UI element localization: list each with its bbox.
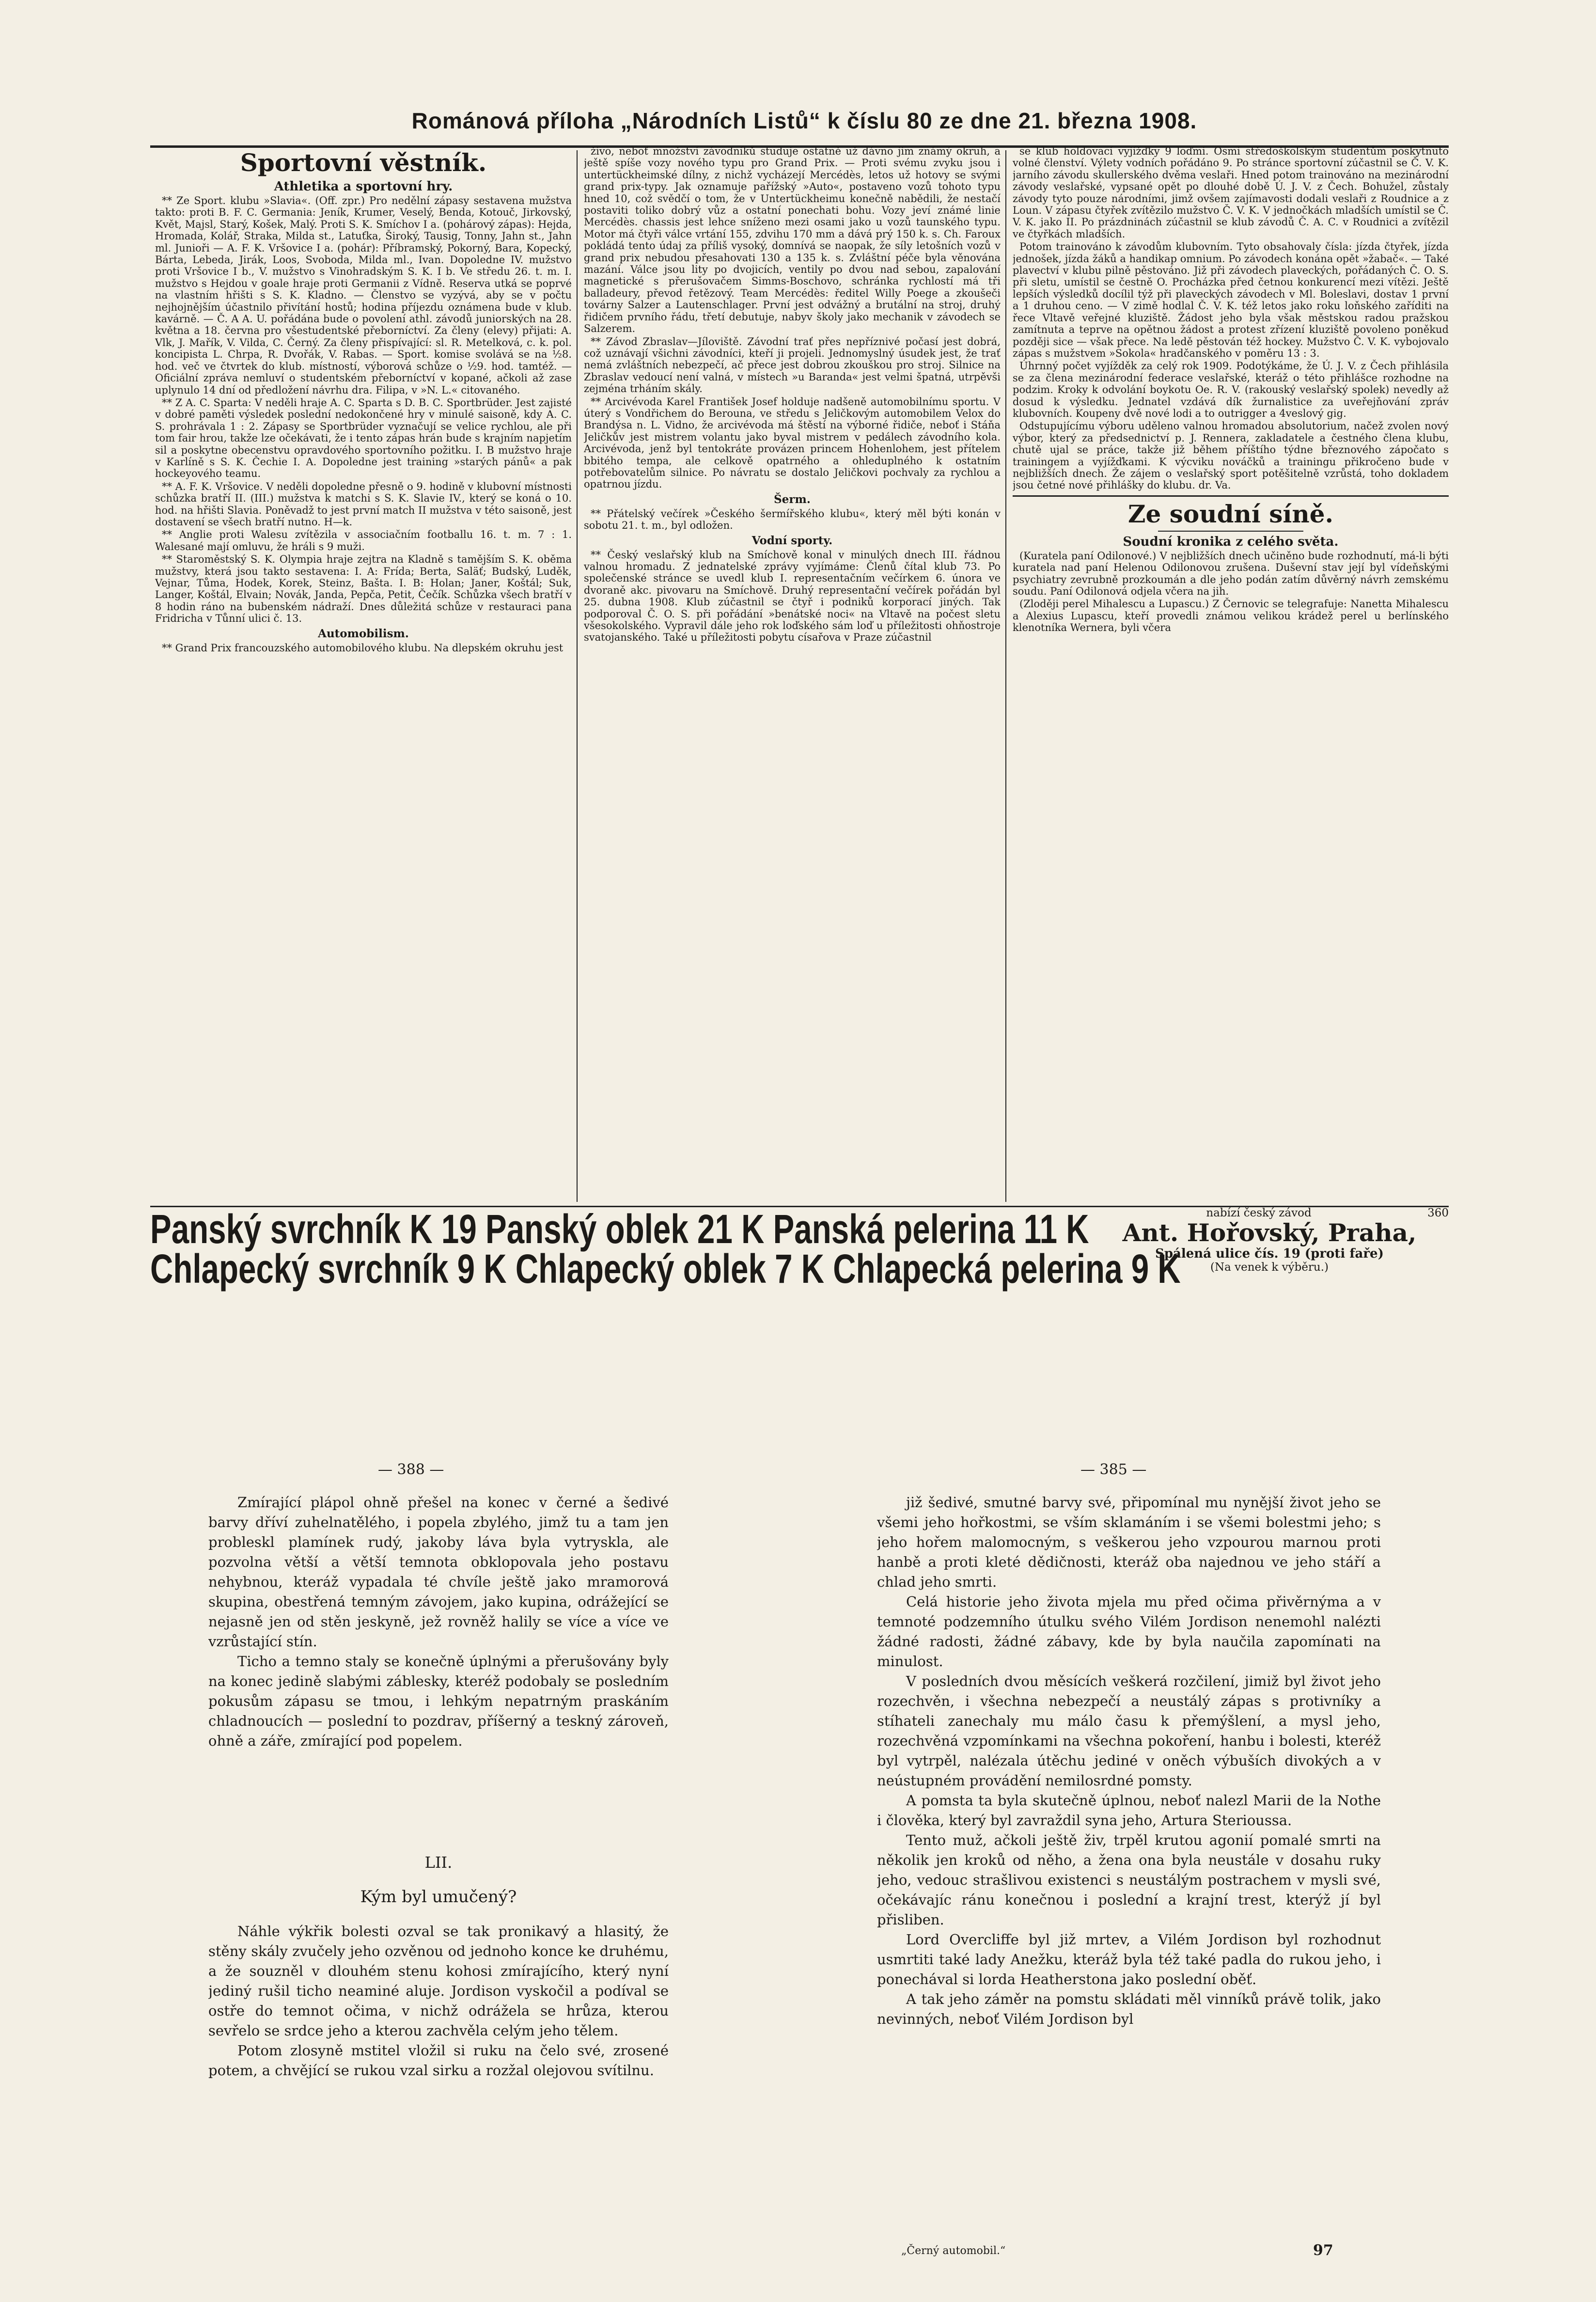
ad-number: 360 bbox=[1427, 1207, 1449, 1219]
novel-paragraph: Potom zlosyně mstitel vložil si ruku na čelo své, zrosené potem, a chvějící se rukou vzal sirku a rozžal olejovou svítilnu. bbox=[208, 2042, 669, 2079]
article-paragraph: ** A. F. K. Vršovice. V neděli dopoledne přesně o 9. hodině v klubovní místnosti schůzka bratří II. (III.) mužstva k matchi s S. K. Slavie IV., který se koná o 10. hod. na hřišti Slavia. Poněvadž to jest první match II mužstva v této saisoně, jest dostavení se všech bratří nutno. H—k. bbox=[155, 480, 572, 528]
column-sport-3 bbox=[1013, 145, 1449, 1207]
article-paragraph: ** Grand Prix francouzského automobilového klubu. Na dlepském okruhu jest bbox=[162, 642, 563, 654]
article-paragraph: ** Český veslařský klub na Smíchově konal v minulých dnech III. řádnou valnou hromadu. Z jednatelské zprávy vyjímáme: Členů čítal klub 73. Po společenské stránce se uvedl klub I. representačním večírkem 6. února ve dvoraně akc. pivovaru na Smíchově. Druhý representační večírek pořádán byl 25. dubna 1908. Klub zúčastnil se čtyř i podniků korporací jiných. Tak podporoval Č. O. S. při pořádání »benátské noci« na Vltavě na počest sletu všesokolského. Vypravil dále jeho rok loďského sám loď u příležitosti ohňostroje svatojanského. Také u příležitosti pobytu císařova v Praze zúčastnil bbox=[584, 549, 1001, 644]
article-paragraph: se klub holdovací vyjížďky 9 loďmi. Osmi středoškolským studentům poskytnuto volné členství. Výlety vodních pořádáno 9. Po stránce sportovní zúčastnil se Č. V. K. jarního závodu skullerského dvěma veslaři. Hned potom trainováno na mezinárodní závody veslařské, vypsané opět po dlouhé době Ú. J. V. z Čech. Bohužel, zůstaly závody tyto pouze národními, jimž ovšem zajímavosti dodali veslaři z Roudnice a z Loun. V zápasu čtyřek zvítězilo mužstvo Č. V. K. V jednočkách mladších umístil se Č. V. K. jako II. Po prázdninách zúčastnil se klub závodů Č. A. C. v Roudnici a zvítězil ve čtyřkách mladších. bbox=[1013, 145, 1449, 240]
ad-shop-name: Ant. Hořovský, Praha, bbox=[1122, 1218, 1417, 1247]
section-title-court: Ze soudní síně. bbox=[1128, 499, 1333, 528]
article-paragraph: ** Anglie proti Walesu zvítězila v associačním footballu 16. t. m. 7 : 1. Walesané mají omluvu, že hráli s 9 muži. bbox=[155, 529, 572, 552]
article-paragraph: ** Ze Sport. klubu »Slavia«. (Off. zpr.) Pro nedělní zápasy sestavena mužstva takto: proti B. F. C. Germania: Jeník, Krumer, Veselý, Benda, Kotouč, Jirkovský, Květ, Majsl, Starý, Košek, Malý. Proti S. K. Smíchov I a. (pohárový zápas): Hejda, Hromada, Kolář, Straka, Milda st., Latuťka, Široký, Tausig, Tonny, Jahn st., Jahn ml. Junioři — A. F. K. Vršovice I a. (pohár): Příbramský, Pokorný, Bara, Kopecký, Bárta, Lebeda, Jirák, Loos, Svoboda, Milda ml., Ivan. Dopoledne IV. mužstvo proti Vršovice I b., V. mužstvo s Vinohradským S. K. I b. Ve středu 26. t. m. I. mužstvo s Hejdou v goale hraje proti Germanii z Vídně. Reserva utká se poprvé na vlastním hřišti s S. K. Kladno. — Členstvo se vyzývá, aby se v počtu nejhojnějším účastnilo přivítání hostů; hodina příjezdu oznámena bude v klub. kavárně. — Č. A A. U. pořádána bude o povolení athl. závodů juniorských na 28. května a 18. června pro všestudentské přeborníctví. Za členy (elevy) přijati: A. Vlk, J. Mařík, V. Vilda, C. Černý. Za členy přispívající: sl. R. Metelková, c. k. pol. koncipista L. Chrpa, R. Dvořák, V. Rabas. — Sport. komise svolává se na ½8. hod. več ve čtvrtek do klub. místností, výborová schůze o ½9. hod. tamtéž. — Oficiální zpráva nemluví o studentském přeborníctví v kopané, ačkoli až zase uplynulo 14 dní od předložení návrhu dra. Filipa, v »N. L.« citovaného. bbox=[155, 195, 572, 396]
subsection-automobilism: Automobilism. bbox=[318, 627, 409, 640]
ad-shop-info bbox=[1090, 1207, 1449, 1274]
ad-shop-note: (Na venek k výběru.) bbox=[1210, 1261, 1329, 1274]
subsection-court-chronicle: Soudní kronika z celého světa. bbox=[1123, 534, 1339, 549]
advertisement-band bbox=[150, 1206, 1449, 1292]
article-paragraph: Úhrnný počet vyjížděk za celý rok 1909. Podotýkáme, že Ú. J. V. z Čech přihlásila se za člena mezinárodní federace veslařské, kteráž o této přihlášce rozhodne na podzim. Kroky k odvolání boykotu Oe. R. V. (rakouský veslařský spolek) nevedly až dosud k výsledku. Jednatel vzdává dík žurnalistice za uveřejňování zpráv klubovních. Koupeny dvě nové lodi a to outrigger a 4veslový gig. bbox=[1013, 360, 1449, 419]
novel-paragraph: Tento muž, ačkoli ještě živ, trpěl krutou agonií pomalé smrti na několik jen kroků od něho, a žena ona byla neustále v dosahu ruky jeho, vedouc strašlivou existenci s neustálým postrachem v mysli své, očekávajíc ránu konečnou i poslední a krajní trest, kterýž jí byl přisliben. bbox=[877, 1832, 1381, 1928]
article-paragraph: Potom trainováno k závodům klubovním. Tyto obsahovaly čísla: jízda čtyřek, jízda jednošek, jízda žáků a handikap omnium. Po závodech konána opět »žabač«. — Také plavectví v klubu pilně pěstováno. Již při závodech plaveckých, pořádaných Č. O. S. při sletu, umístil se čestně O. Procházka před četnou konkurencí mezi vítězi. Ještě lepších výsledků docílil týž při plaveckých závodech v Ml. Boleslavi, dostav 1 první a 1 druhou ceno. — V zimě hodlal Č. V. K. též letos jako roku loňského zaříditi na řece Vltavě veřejné kluziště. Žádost jeho byla však městskou radou pražskou zamítnuta a teprve na opětnou žádost a protest zřízení kluziště povoleno poněkud později sice — však přece. Na ledě pěstován též hockey. Mužstvo Č. V. K. vybojovalo zápas s mužstvem »Sokola« hradčanského v poměru 13 : 3. bbox=[1013, 241, 1449, 359]
section-title-sport: Sportovní věstník. bbox=[240, 148, 487, 177]
novel-paragraph: již šedivé, smutné barvy své, připomínal mu nynější život jeho se všemi jeho hořkostmi, se vším sklamáním i se všemi bolestmi jeho; s jeho hořem malomocným, s veškerou jeho vzpourou marnou proti hanbě a proti kleté dědičnosti, kteráž oba najednou ve jeho stáří a chlad jeho smrti. bbox=[877, 1494, 1381, 1590]
novel-paragraph: Celá historie jeho života mjela mu před očima přivěrnýma a v temnoté podzemního útulku svého Vilém Jordison nenemohl nalézti žádné radosti, žádné zábavy, kde by byla naučila zapomínati na minulost. bbox=[877, 1593, 1381, 1670]
column-divider bbox=[1005, 150, 1006, 1202]
novel-page-right bbox=[877, 1493, 1381, 2239]
article-paragraph: živo, neboť množství závodníků studuje ostatně už dávno jim známý okruh, a ještě spíše vozy nového typu pro Grand Prix. — Proti svému zvyku jsou i untertückheimské dílny, z nichž vycházejí Mercédès, letos už hotovy se svými grand prix-typy. Jak oznamuje pařížský »Auto«, postaveno vozů tohoto typu hned 10, což svědčí o tom, že v Untertückheimu konečně nabědili, že nestačí postaviti toliko dobrý vůz a ostatní ponechati bohu. Vozy jeví známé linie Mercédès. chassis jest lehce sníženo mezi osami jako u vozů taunského typu. Motor má čtyři válce vrtání 155, zdvihu 170 mm a dává prý 150 k. s. Ch. Faroux pokládá tento údaj za příliš vysoký, domnívá se naopak, že síly letošních vozů v grand prix nebudou přesahovati 130 a 135 k. s. Zvláštní péče byla věnována mazání. Válce jsou lity po dvojicích, ventily po dvou nad sebou, zapalování magnetické s přerušovačem Simms-Boschovo, schránka rychlostí má tři balladeury, převod řetězový. Team Mercédès: ředitel Willy Poege a zkoušeči továrny Salzer a Lautenschlager. První jest odvážný a brutální na stroj, druhý řidičem prvního řádu, třetí debutuje, nabyv školy jako mechanik v závodech se Salzerem. bbox=[584, 145, 1001, 335]
novel-page-left bbox=[208, 1493, 669, 2268]
ad-mens-prices: Panský svrchník K 19 Panský oblek 21 K Panská pelerina 11 K bbox=[150, 1206, 1089, 1252]
page-number-left: — 388 — bbox=[378, 1461, 444, 1478]
article-paragraph: ** Závod Zbraslav—Jíloviště. Závodní trať přes nepříznivé počasí jest dobrá, což uznávají všichni závodníci, kteří ji projeli. Jednomyslný úsudek jest, že trať nemá zvláštních nebezpečí, ač přece jest dobrou zkouškou pro stroj. Silnice na Zbraslav vedoucí není valná, v místech »u Baranda« jest velmi špatná, utrpěvši zejména trháním skály. bbox=[584, 335, 1001, 395]
chapter-title: Kým byl umučený? bbox=[360, 1887, 517, 1907]
subsection-fencing: Šerm. bbox=[774, 492, 811, 506]
article-paragraph: ** Staroměstský S. K. Olympia hraje zejtra na Kladně s tamějším S. K. oběma mužstvy, která jsou takto sestavena: I. A: Frída; Berta, Saläť; Budský, Luděk, Vejnar, Tůma, Hodek, Korek, Steinz, Bašta. I. B: Holan; Janer, Koštál; Suk, Langer, Koštál, Elvain; Novák, Janda, Pepča, Petit, Čečík. Schůzka všech bratří v 8 hodin ráno na bubenském nádraží. Dnes důležitá schůze v restauraci pana Fridricha v Tůnní ulici č. 13. bbox=[155, 553, 572, 625]
page-number-right: — 385 — bbox=[1080, 1461, 1147, 1478]
novel-paragraph: A pomsta ta byla skutečně úplnou, neboť nalezl Marii de la Nothe i člověka, který byl zavraždil syna jeho, Artura Sterioussa. bbox=[877, 1792, 1381, 1829]
novel-footer-title: „Černý automobil.“ bbox=[901, 2245, 1006, 2257]
novel-paragraph: A tak jeho záměr na pomstu skládati měl vinníků právě tolik, jako nevinných, neboť Vilém Jordison byl bbox=[877, 1991, 1381, 2027]
article-paragraph: (Zloději perel Mihalescu a Lupascu.) Z Černovic se telegrafuje: Nanetta Mihalescu a Alexius Lupascu, kteří provedli známou velikou krádež perel u berlínského klenotníka Wernera, byli včera bbox=[1013, 598, 1449, 634]
article-paragraph: Odstupujícímu výboru uděleno valnou hromadou absolutorium, načež zvolen nový výbor, který za předsednictví p. J. Rennera, zakladatele a čestného člena klubu, chutě ujal se práce, takže již během příštího týdne březnového zápočato s trainingem a vyjížďkami. K výcviku nováčků a trainingu přikročeno bude v nejbližších dnech. Že zájem o veslařský sport potěšitelně vzrůstá, toho dokladem jsou četné nové přihlášky do klubu. dr. Va. bbox=[1013, 420, 1449, 491]
article-paragraph: ** Přátelský večírek »Českého šermířského klubu«, který měl býti konán v sobotu 21. t. m., byl odložen. bbox=[584, 507, 1001, 532]
novel-footer-page: 97 bbox=[1313, 2242, 1333, 2259]
novel-paragraph: Náhle výkřik bolesti ozval se tak pronikavý a hlasitý, že stěny skály zvučely jeho ozvěnou od jednoho konce ke druhému, a že souzněl v dlouhém stenu kohosi zmírajícího, který nyní jediný rušil ticho neaminé aluje. Jordison vyskočil a podíval se ostře do temnot očima, v nichž odrážela se hrůza, kterou sevřelo se srdce jeho a kterou zachvěla celým jeho tělem. bbox=[208, 1923, 669, 2039]
novel-paragraph: Ticho a temno staly se konečně úplnými a přerušovány byly na konec jedině slabými záblesky, kteréž podobaly se posledním pokusům zápasu se tmou, i lehkým nepatrným praskáním chladnoucích — poslední to pozdrav, příšerný a teskný zároveň, ohně a záře, zmírající pod popelem. bbox=[208, 1653, 669, 1749]
article-paragraph: ** Z A. C. Sparta: V neděli hraje A. C. Sparta s D. B. C. Sportbrüder. Jest zajisté v dobré paměti výsledek poslední nedokončené hry v minulé saisoně, kdy A. C. S. prohrávala 1 : 2. Zápasy se Sportbrüder vyznačují se velice rychlou, ale při tom fair hrou, takže lze očekávati, že i tento zápas hrán bude s krajním napjetím sil a poskytne obecenstvu opravdového sportovního požitku. I. B mužstvo hraje v Karlíně s S. K. Čechie I. A. Dopoledne jest training »starých pánů« a pak hockeyového teamu. bbox=[155, 396, 572, 480]
ad-shop-address: Spálená ulice čís. 19 (proti faře) bbox=[1155, 1246, 1384, 1261]
novel-paragraph: V posledních dvou měsících veškerá rozčilení, jimiž byl život jeho rozechvěn, i všechna nebezpečí a neustálý zápas s protivníky a stíhateli zanechaly mu málo času k přemýšlení, a mysl jeho, rozechvěná vzpomínkami na všechna pokoření, hanbu i bolesti, kteréž byl vytrpěl, nalézala útěchu jediné v oněch výbuších divokých a v neústupném provádění nemilosrdné pomsty. bbox=[877, 1673, 1381, 1789]
masthead-title: Románová příloha „Národních Listů“ k číslu 80 ze dne 21. března 1908. bbox=[411, 108, 1197, 133]
chapter-number: LII. bbox=[424, 1853, 453, 1872]
column-sport-1 bbox=[155, 145, 572, 1207]
subsection-athletics: Athletika a sportovní hry. bbox=[274, 179, 453, 194]
article-paragraph: ** Arcivévoda Karel František Josef holduje nadšeně automobilnímu sportu. V úterý s Vondřichem do Berouna, ve středu s Jeličkovým automobilem Velox do Brandýsa n. L. Vidno, že arcivévoda má štěstí na výborné řidiče, neboť i Stáňa Jeličkův jest mistrem volantu jako byval mistrem v pedálech závodního kola. Arcivévoda, jenž byl tentokráte provázen princem Hohenlohem, jest přítelem bbitého tempa, ale celkově opatrného a ohleduplného k ostatním potřebovatelům silnice. Po návratu se dostalo Jeličkovi pochvaly za rychlou a opatrnou jízdu. bbox=[584, 395, 1001, 490]
novel-paragraph: Zmírající plápol ohně přešel na konec v černé a šedivé barvy dříví zuhelnatělého, i popela zbylého, jimž tu a tam jen probleskl plamínek rudý, jakoby láva byla vytryskla, ale pozvolna větší a větší temnota obklopovala jeho postavu nehybnou, kteráž vypadala té chvíle ještě jako mramorová skupina, obestřená temným závojem, jako kupina, odrážející se nejasně jen od stěn jeskyně, jež rovněž halily se více a více ve vzrůstající stín. bbox=[208, 1494, 669, 1650]
ad-offer-label: nabízí český závod bbox=[1206, 1207, 1312, 1219]
subsection-water-sports: Vodní sporty. bbox=[751, 534, 833, 547]
ad-boys-prices: Chlapecký svrchník 9 K Chlapecký oblek 7 K Chlapecká pelerina 9 K bbox=[150, 1246, 1181, 1292]
article-paragraph: (Kuratela paní Odilonové.) V nejbližších dnech učiněno bude rozhodnutí, má-li býti kuratela nad paní Helenou Odilonovou zrušena. Duševní stav její byl vídeňskými psychiatry zevrubně prozkoumán a dle jeho podán zatím důvěrný návrh zemskému soudu. Paní Odilonová odjela včera na jih. bbox=[1013, 550, 1449, 597]
column-divider bbox=[577, 150, 578, 1202]
novel-paragraph: Lord Overcliffe byl již mrtev, a Vilém Jordison byl rozhodnut usmrtiti také lady Anežku, kteráž byla též také padla do rukou jeho, i ponechával si lorda Heatherstona jako poslední oběť. bbox=[877, 1931, 1381, 1987]
column-sport-2 bbox=[584, 145, 1001, 1207]
